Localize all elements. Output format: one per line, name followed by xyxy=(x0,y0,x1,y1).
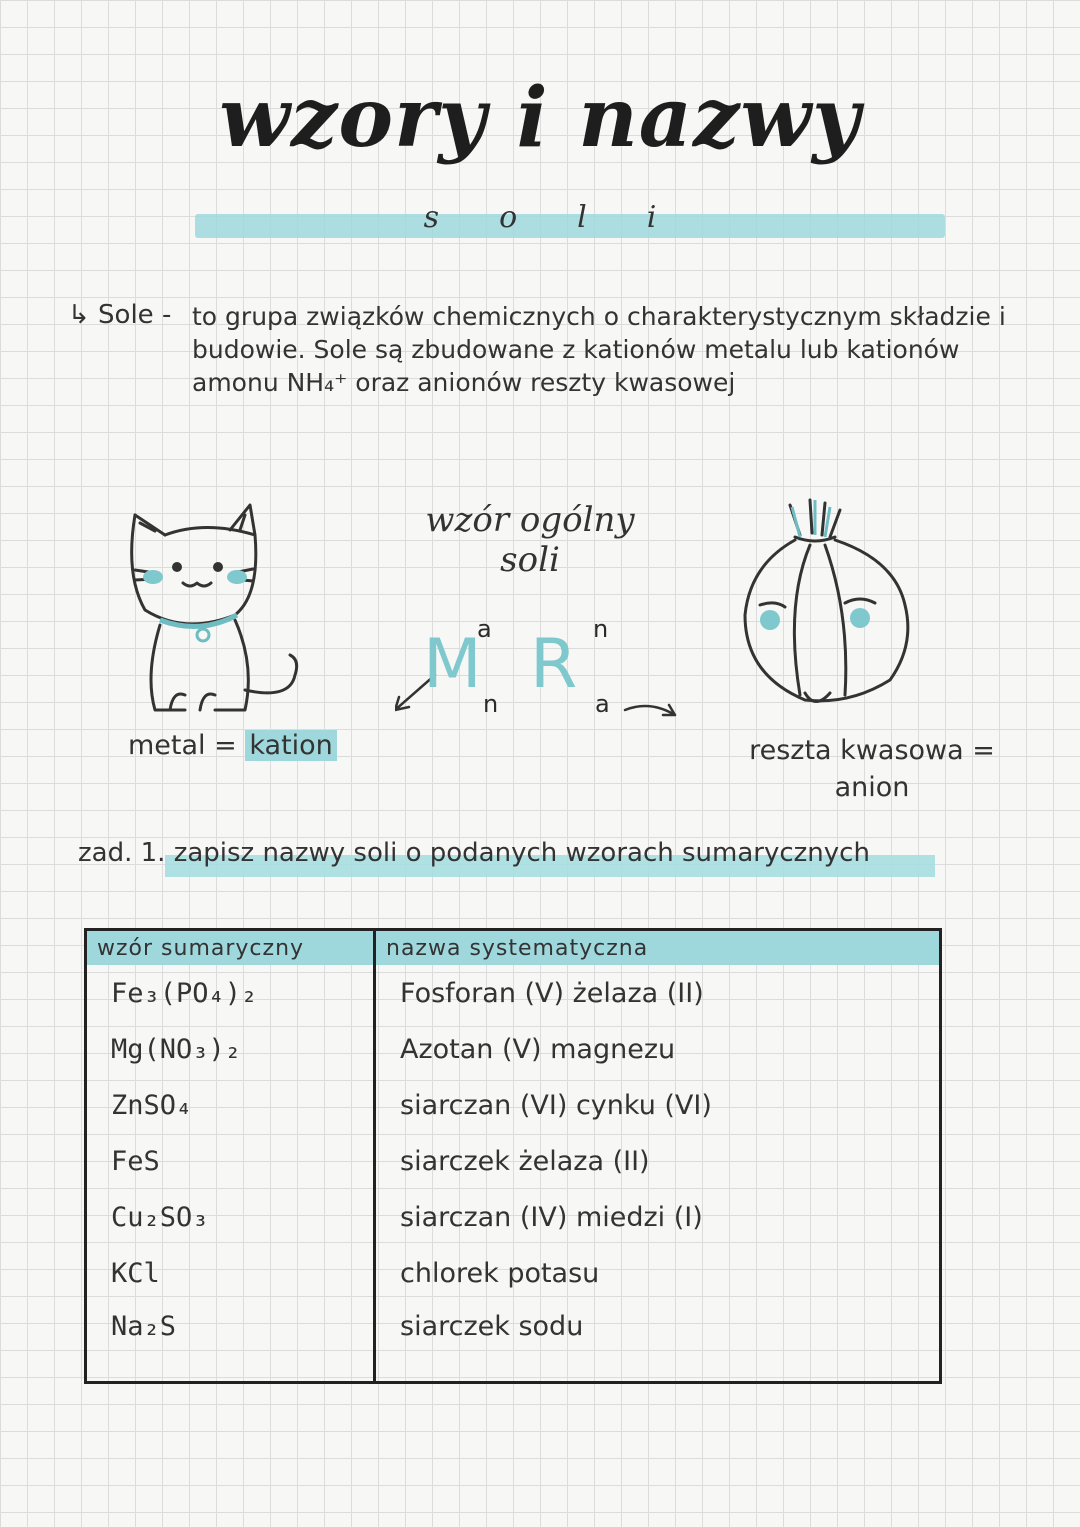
table-row xyxy=(86,1301,941,1383)
formula-m: M xyxy=(423,625,482,704)
table-row xyxy=(86,1021,941,1077)
general-formula-label-line2: soli xyxy=(500,540,560,580)
table-cell-formula: KCl xyxy=(86,1245,375,1301)
table-cell-formula: FeS xyxy=(86,1133,375,1189)
table-cell-name: Fosforan (V) żelaza (II) xyxy=(400,977,704,1009)
formula-r: R xyxy=(530,625,578,704)
task-number: zad. 1. xyxy=(78,838,166,868)
table-cell-name: chlorek potasu xyxy=(400,1257,600,1289)
left-caption-kation: kation xyxy=(245,730,336,761)
table-row xyxy=(86,1133,941,1189)
table-row xyxy=(86,1245,941,1301)
table-cell-formula: Fe₃(PO₄)₂ xyxy=(86,965,375,1021)
table-cell-formula: ZnSO₄ xyxy=(86,1077,375,1133)
general-formula-label xyxy=(380,500,680,580)
formula-sup-a: a xyxy=(477,615,492,643)
cat-drawing-icon xyxy=(115,495,325,725)
table-cell-formula: Mg(NO₃)₂ xyxy=(86,1021,375,1077)
table-cell-name: siarczek żelaza (II) xyxy=(400,1145,650,1177)
task xyxy=(78,838,1038,868)
left-caption xyxy=(128,730,337,761)
formula-sup-n: n xyxy=(593,615,609,643)
garlic-drawing-icon xyxy=(730,495,920,725)
table-header-formula: wzór sumaryczny xyxy=(86,930,375,966)
table-cell-formula: Cu₂SO₃ xyxy=(86,1189,375,1245)
table-row xyxy=(86,1189,941,1245)
table-cell-name: siarczek sodu xyxy=(400,1311,584,1342)
task-text: zapisz nazwy soli o podanych wzorach sumarycznych xyxy=(173,838,870,868)
right-caption xyxy=(712,735,1032,803)
page-title: wzory i nazwy xyxy=(219,70,861,166)
definition-text: to grupa związków chemicznych o charakterystycznym składzie i budowie. Sole są zbudowane z kationów metalu lub kationów amonu NH₄⁺ oraz anionów reszty kwasowej xyxy=(192,302,1006,397)
page-subtitle: soli xyxy=(423,200,717,235)
salts-table xyxy=(84,928,942,1384)
formula-sub-a: a xyxy=(595,690,610,718)
left-caption-metal: metal = xyxy=(128,730,237,761)
table-cell-name: siarczan (VI) cynku (VI) xyxy=(400,1089,712,1121)
general-formula xyxy=(395,615,695,725)
general-formula-label-line1: wzór ogólny xyxy=(425,500,635,540)
table-header-row xyxy=(86,930,941,966)
table-cell-formula: Na₂S xyxy=(86,1301,375,1383)
table-cell-name: Azotan (V) magnezu xyxy=(400,1033,676,1065)
table-row xyxy=(86,1077,941,1133)
definition-term: ↳ Sole - xyxy=(68,300,172,330)
right-caption-line2: anion xyxy=(834,772,910,803)
table-row xyxy=(86,965,941,1021)
formula-sub-n: n xyxy=(483,690,499,718)
table-header-name: nazwa systematyczna xyxy=(375,930,941,966)
right-caption-line1: reszta kwasowa = xyxy=(749,735,995,766)
table-cell-name: siarczan (IV) miedzi (I) xyxy=(400,1201,703,1233)
